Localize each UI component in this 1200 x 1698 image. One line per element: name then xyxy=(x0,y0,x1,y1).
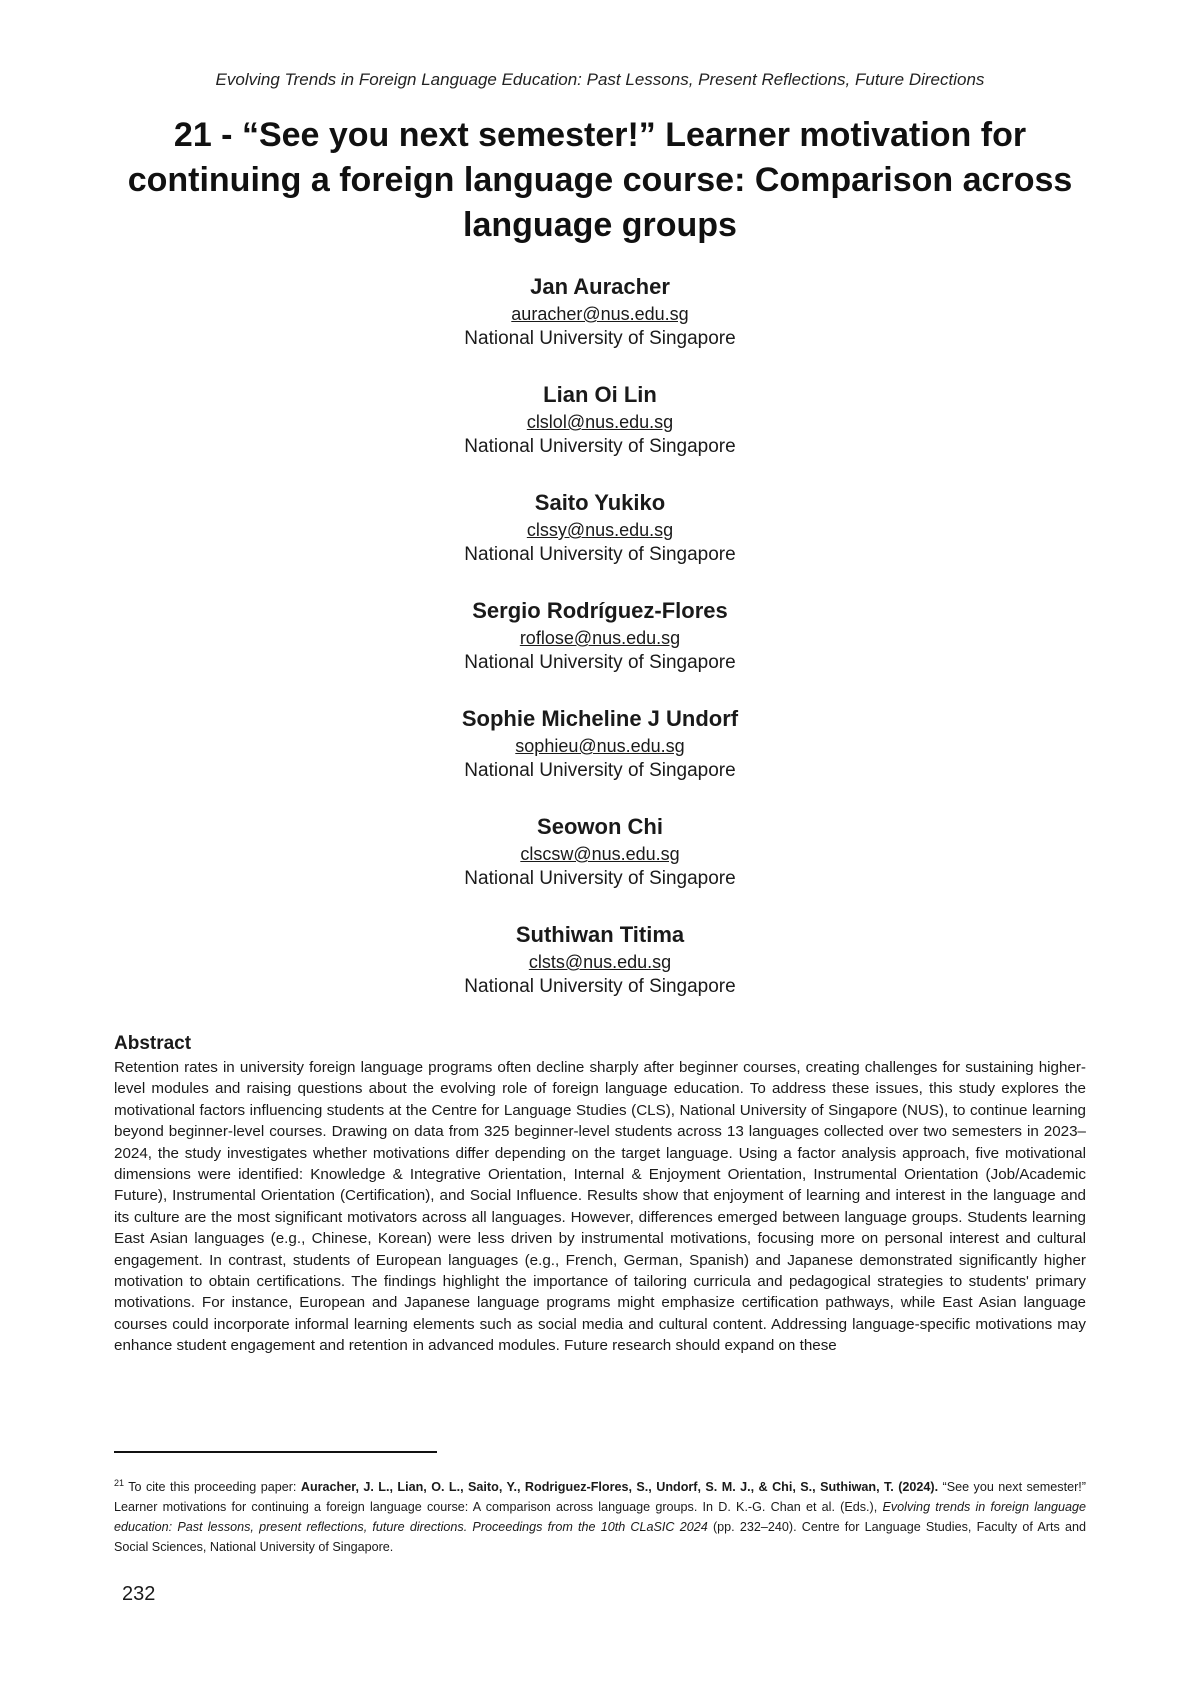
author-name: Jan Auracher xyxy=(530,274,670,299)
author-block xyxy=(0,380,1200,488)
author-email-link[interactable]: sophieu@nus.edu.sg xyxy=(515,736,685,756)
author-affiliation: National University of Singapore xyxy=(464,328,736,349)
author-name: Lian Oi Lin xyxy=(543,382,657,407)
footnote-text: “See you next semester!” Learner motivations for continuing a foreign language course: A comparison across language groups. In D. K.-G. Chan et al. (Eds.), xyxy=(114,1480,1086,1515)
abstract-heading: Abstract xyxy=(114,1033,192,1054)
footnote-publisher: (pp. 232–240). Centre for Language Studies, Faculty of Arts and Social Sciences, National University of Singapore. xyxy=(114,1520,1087,1555)
author-block xyxy=(0,272,1200,380)
author-block xyxy=(0,596,1200,704)
author-name: Sophie Micheline J Undorf xyxy=(461,706,739,731)
author-affiliation: National University of Singapore xyxy=(464,436,736,457)
author-email-link[interactable]: clsts@nus.edu.sg xyxy=(528,952,672,972)
author-list xyxy=(0,272,1200,1028)
footnote-authors: Auracher, J. L., Lian, O. L., Saito, Y., Rodriguez-Flores, S., Undorf, S. M. J., & Chi, S., Suthiwan, T. (2024). xyxy=(300,1480,939,1495)
running-header: Evolving Trends in Foreign Language Education: Past Lessons, Present Reflections, Future Directions xyxy=(215,70,985,89)
footnote-marker: 21 xyxy=(114,1478,125,1488)
author-affiliation: National University of Singapore xyxy=(464,544,736,565)
abstract-section xyxy=(114,1033,1086,1357)
author-name: Saito Yukiko xyxy=(534,490,666,515)
footnote-divider xyxy=(114,1451,437,1453)
author-affiliation: National University of Singapore xyxy=(464,760,736,781)
author-block xyxy=(0,920,1200,1028)
author-block xyxy=(0,812,1200,920)
author-name: Suthiwan Titima xyxy=(515,922,685,947)
author-email-link[interactable]: clscsw@nus.edu.sg xyxy=(520,844,680,864)
author-affiliation: National University of Singapore xyxy=(464,868,736,889)
page-number: 232 xyxy=(122,1583,156,1605)
author-block xyxy=(0,488,1200,596)
author-name: Seowon Chi xyxy=(537,814,663,839)
abstract-body: Retention rates in university foreign language programs often decline sharply after beginner courses, creating challenges for sustaining higher-level modules and raising questions about the evolving role of foreign language education. To address these issues, this study explores the motivational factors influencing students at the Centre for Language Studies (CLS), National University of Singapore (NUS), to continue learning beyond beginner-level courses. Drawing on data from 325 beginner-level students across 13 languages collected over two semesters in 2023–2024, the study investigates whether motivations differ depending on the target language. Using a factor analysis approach, five motivational dimensions were identified: Knowledge & Integrative Orientation, Internal & Enjoyment Orientation, Instrumental Orientation (Job/Academic Future), Instrumental Orientation (Certification), and Social Influence. Results show that enjoyment of learning and interest in the language and its culture are the most significant motivators across all languages. However, differences emerged between language groups. Students learning East Asian languages (e.g., Chinese, Korean) were less driven by instrumental motivations, focusing more on personal interest and cultural engagement. In contrast, students of European languages (e.g., French, German, Spanish) and Japanese demonstrated significantly higher motivation to obtain certifications. The findings highlight the importance of tailoring curricula and pedagogical strategies to students' primary motivations. For instance, European and Japanese language programs might emphasize certification pathways, while East Asian language courses could incorporate informal learning elements such as social media and cultural content. Addressing language-specific motivations may enhance student engagement and retention in advanced modules. Future research should expand on these xyxy=(114,1059,1086,1355)
footnote-lead: To cite this proceeding paper: xyxy=(128,1480,297,1495)
paper-title: 21 - “See you next semester!” Learner motivation for continuing a foreign language course: Comparison across language groups xyxy=(127,116,1073,244)
footnote-proceedings-title: Evolving trends in foreign language education: Past lessons, present reflections, future directions. Proceedings from the 10th CLaSIC 2024 xyxy=(114,1500,1087,1535)
citation-footnote xyxy=(114,1473,1086,1557)
author-email-link[interactable]: auracher@nus.edu.sg xyxy=(511,304,689,324)
author-email-link[interactable]: roflose@nus.edu.sg xyxy=(519,628,681,648)
author-block xyxy=(0,704,1200,812)
author-email-link[interactable]: clssy@nus.edu.sg xyxy=(526,520,674,540)
author-affiliation: National University of Singapore xyxy=(464,652,736,673)
author-email-link[interactable]: clslol@nus.edu.sg xyxy=(526,412,674,432)
author-name: Sergio Rodríguez-Flores xyxy=(472,598,728,623)
author-affiliation: National University of Singapore xyxy=(464,976,736,997)
